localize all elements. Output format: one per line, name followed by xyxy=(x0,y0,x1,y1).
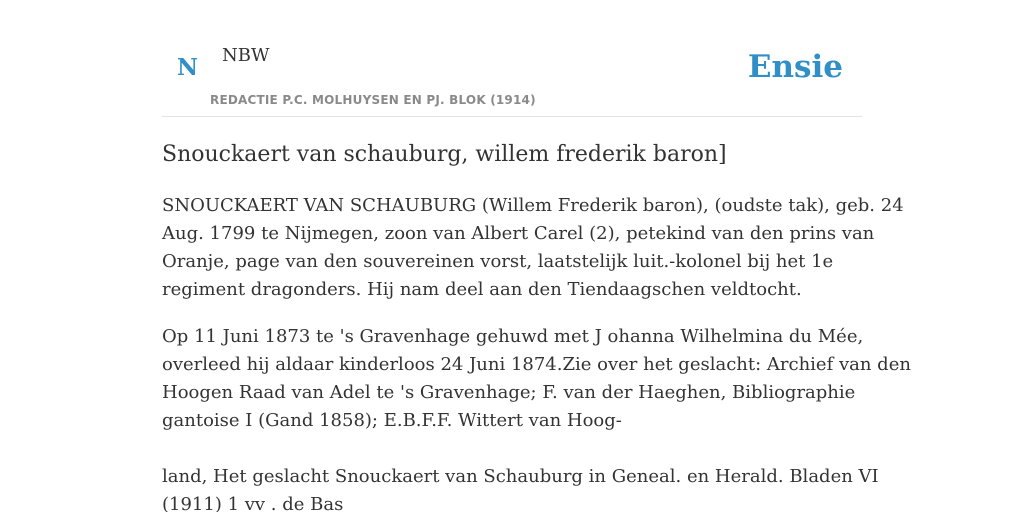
source-name[interactable]: NBW xyxy=(222,45,270,66)
article-title: Snouckaert van schauburg, willem frederik baron] xyxy=(162,142,727,167)
paragraph-line: Aug. 1799 te Nijmegen, zoon van Albert Carel (2), petekind van den prins van xyxy=(162,223,875,244)
paragraph-line: land, Het geslacht Snouckaert van Schauburg in Geneal. en Herald. Bladen VI xyxy=(162,466,879,487)
article-paragraph xyxy=(162,463,879,512)
paragraph-line: overleed hij aldaar kinderloos 24 Juni 1874.Zie over het geslacht: Archief van den xyxy=(162,354,911,375)
paragraph-line: regiment dragonders. Hij nam deel aan den Tiendaagschen veldtocht. xyxy=(162,279,802,300)
paragraph-line: Oranje, page van den souvereinen vorst, laatstelijk luit.-kolonel bij het 1e xyxy=(162,251,834,272)
paragraph-line: gantoise I (Gand 1858); E.B.F.F. Wittert van Hoog- xyxy=(162,410,622,431)
source-editors: REDACTIE P.C. MOLHUYSEN EN PJ. BLOK (1914) xyxy=(210,93,536,107)
paragraph-line: (1911) 1 vv . de Bas xyxy=(162,494,344,512)
source-header xyxy=(162,0,862,117)
paragraph-line: Hoogen Raad van Adel te 's Gravenhage; F. van der Haeghen, Bibliographie xyxy=(162,382,856,403)
brand-logo[interactable]: Ensie xyxy=(747,49,843,85)
source-logo-icon[interactable]: N xyxy=(177,54,199,81)
paragraph-line: SNOUCKAERT VAN SCHAUBURG (Willem Frederik baron), (oudste tak), geb. 24 xyxy=(162,195,904,216)
article-paragraph xyxy=(162,323,911,435)
article-paragraph xyxy=(162,192,904,304)
paragraph-line: Op 11 Juni 1873 te 's Gravenhage gehuwd met J ohanna Wilhelmina du Mée, xyxy=(162,326,864,347)
